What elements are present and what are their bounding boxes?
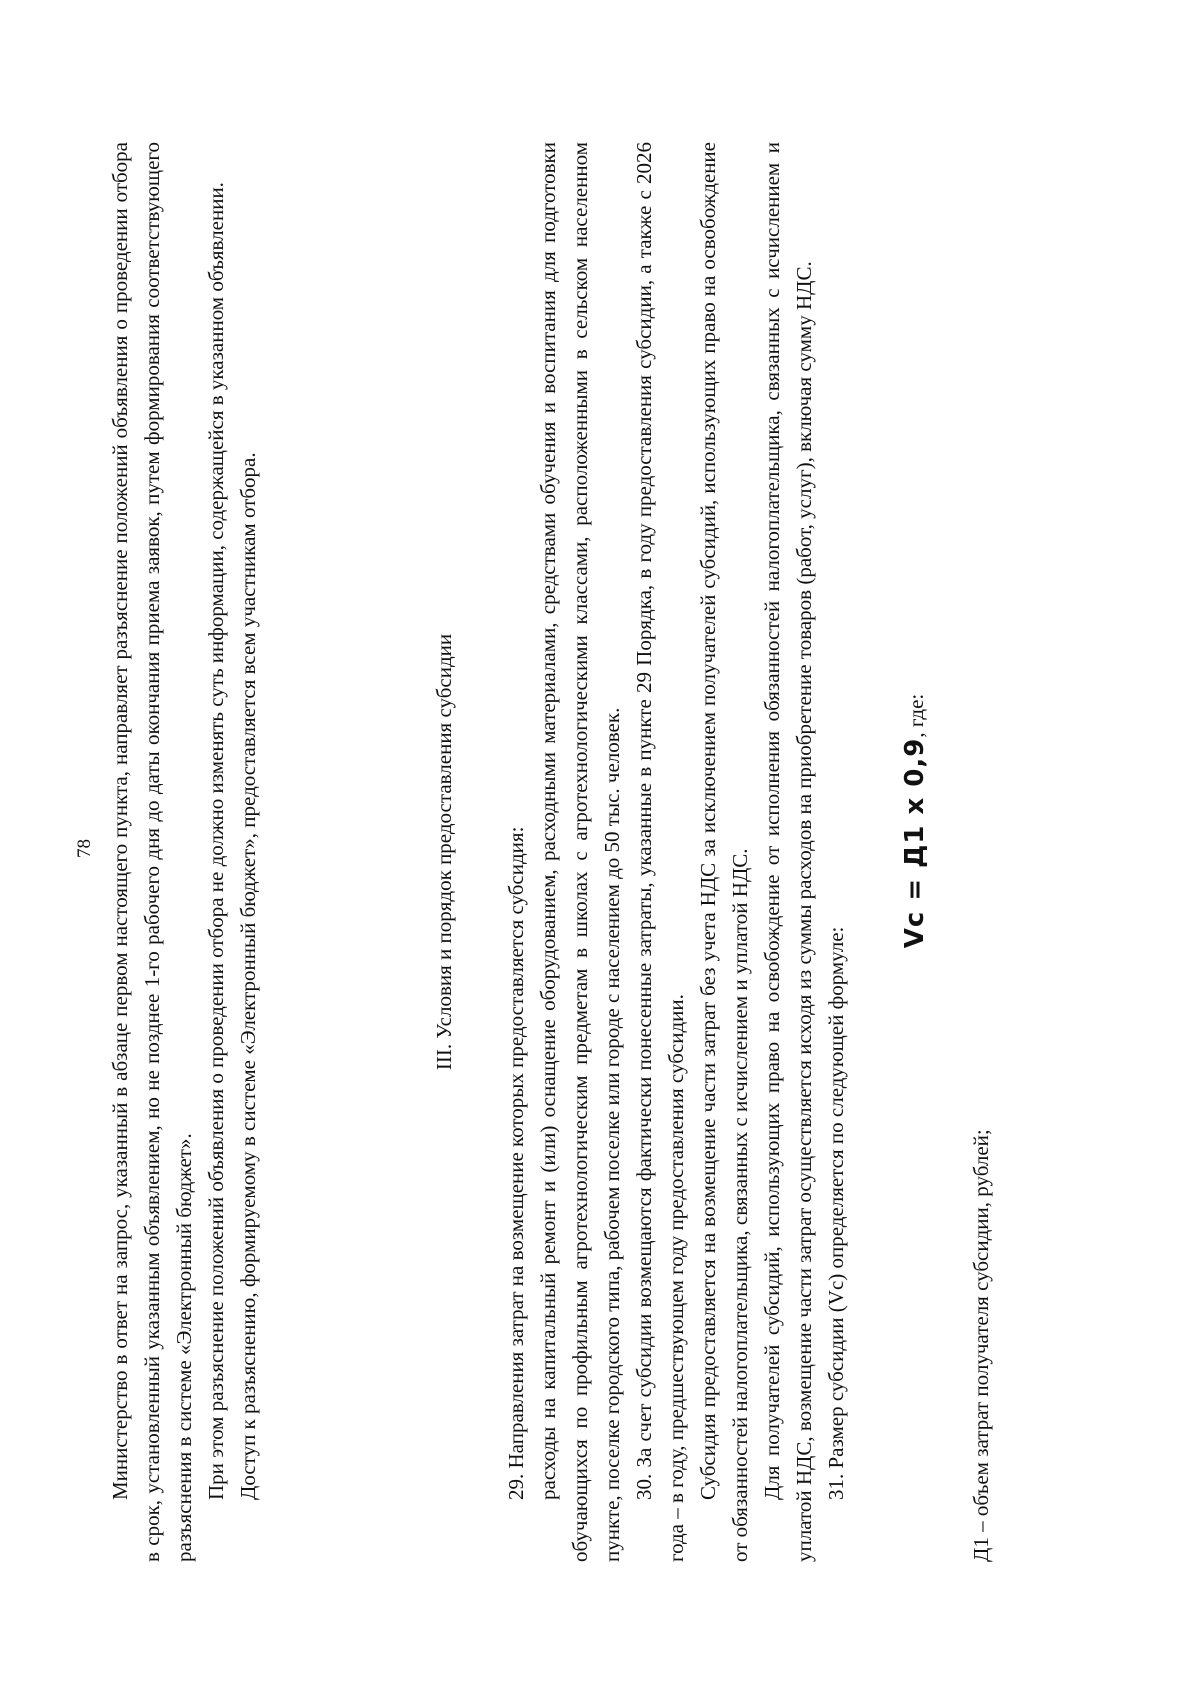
paragraph: Министерство в ответ на запрос, указанный в абзаце первом настоящего пункта, направляет разъяснение положений объявления о проведении отбора в срок, установленный указанным объявлением, но не позднее 1-го рабочего дня до даты окончания приема заявок, путем формирования соответствующего разъяснения в системе «Электронный бюджет». xyxy=(108,142,196,1562)
paragraph: Субсидия предоставляется на возмещение части затрат без учета НДС за исключением получателей субсидий, использующих право на освобождение от обязанностей налогоплательщика, связанных с исчислением и уплатой НДС. xyxy=(696,142,752,1562)
paragraph: 30. За счет субсидии возмещаются фактически понесенные затраты, указанные в пункте 29 Порядка, в году предоставления субсидии, а также с 2026 года – в году, предшествующем году предоставления субсидии. xyxy=(632,142,688,1562)
paragraph: 31. Размер субсидии (Vс) определяется по следующей формуле: xyxy=(824,926,848,1500)
formula xyxy=(895,142,936,1562)
formula-block xyxy=(895,142,936,1562)
paragraph: расходы на капитальный ремонт и (или) оснащение оборудованием, расходными материалами, средствами обучения и воспитания для подготовки обучающихся по профильным агротехнологическим предметам в школах с агротехнологическими классами, расположенными в сельском населенном пункте, поселке городского типа, рабочем поселке или городе с населением до 50 тыс. человек. xyxy=(536,142,624,1562)
formula-suffix: , где: xyxy=(904,693,928,738)
definitions xyxy=(965,142,997,1562)
paragraph: Доступ к разъяснению, формируемому в системе «Электронный бюджет», предоставляется всем участникам отбора. xyxy=(236,452,260,1500)
top-paragraphs xyxy=(104,142,264,1562)
paragraph: 29. Направления затрат на возмещение которых предоставляется субсидия: xyxy=(504,826,528,1500)
page-number: 78 xyxy=(74,839,95,858)
paragraph: Для получателей субсидий, использующих право на освобождение от исполнения обязанностей налогоплательщика, связанных с исчислением и уплатой НДС, возмещение части затрат осуществляется исходя из суммы расходов на приобретение товаров (работ, услуг), включая сумму НДС. xyxy=(760,142,816,1562)
definition-d1: Д1 – объем затрат получателя субсидии, рублей; xyxy=(969,1129,993,1562)
section-heading: III. Условия и порядок предоставления субсидии xyxy=(432,633,456,1071)
main-paragraphs xyxy=(500,142,852,1562)
formula-expression: Vс = Д1 x 0,9 xyxy=(900,737,930,949)
paragraph: При этом разъяснение положений объявления о проведении отбора не должно изменять суть информации, содержащейся в указанном объявлении. xyxy=(204,182,228,1500)
